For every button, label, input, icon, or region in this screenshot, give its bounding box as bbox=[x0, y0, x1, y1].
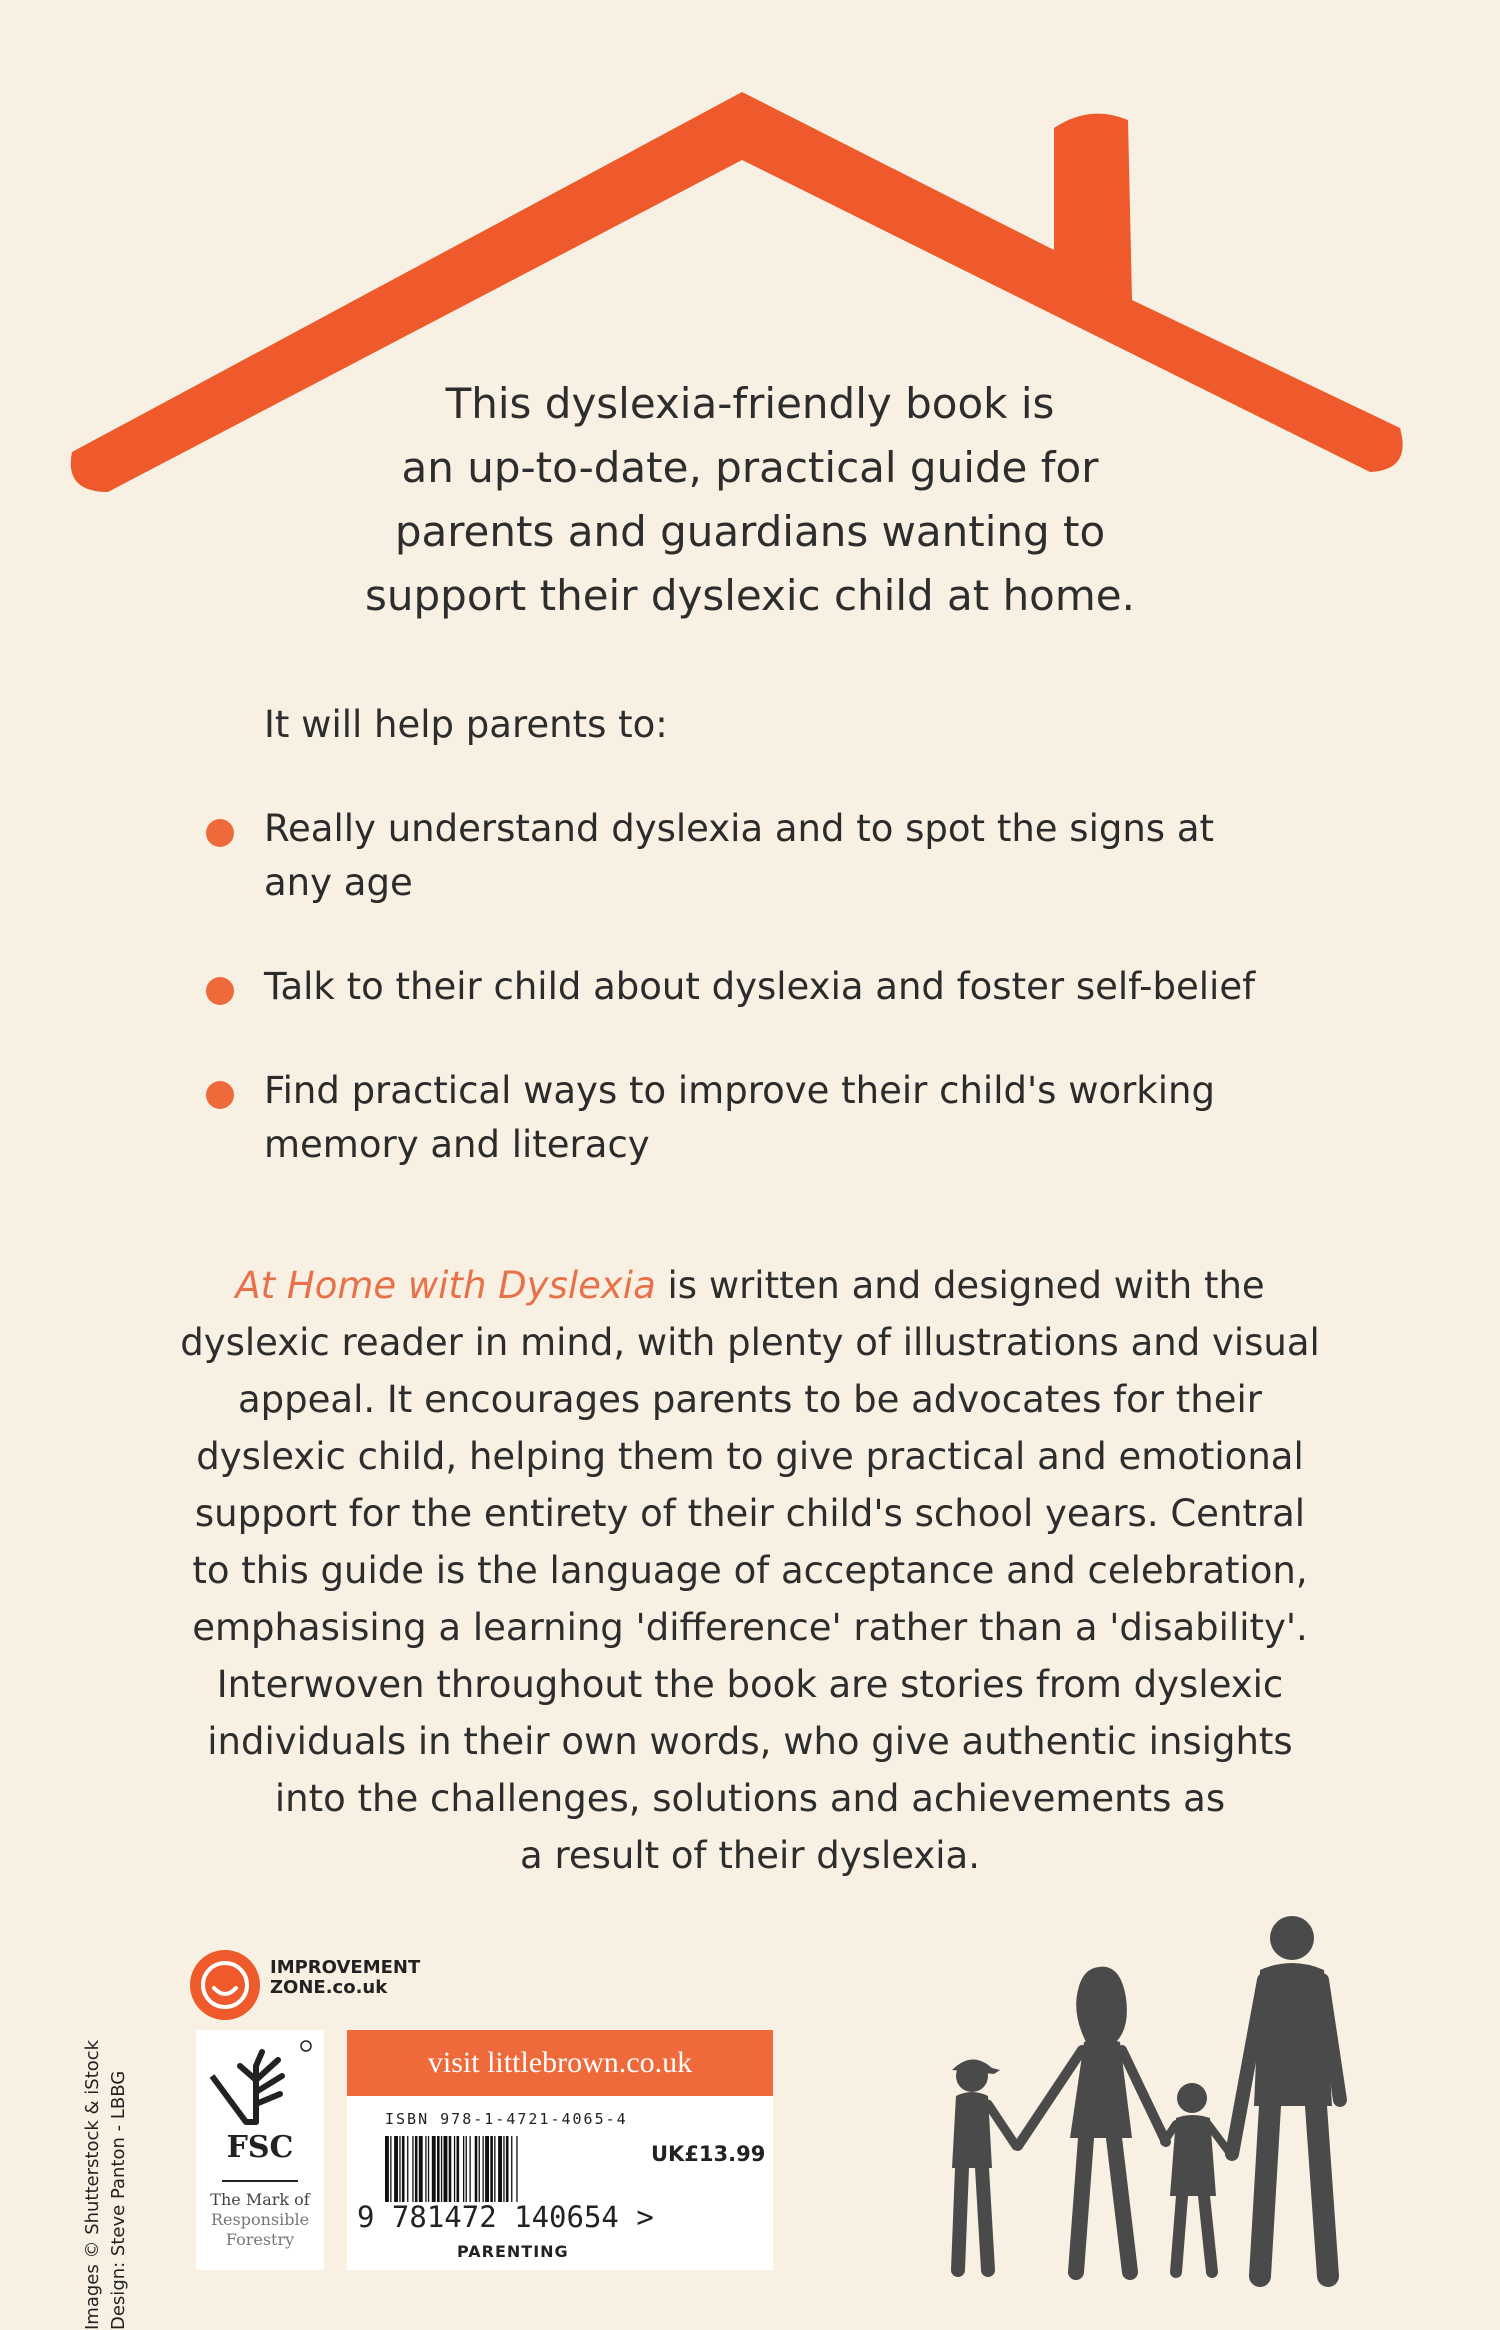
list-item-line: Really understand dyslexia and to spot the signs at bbox=[264, 807, 1215, 850]
intro-paragraph bbox=[250, 372, 1250, 628]
barcode-bar bbox=[490, 2136, 493, 2202]
description-line: appeal. It encourages parents to be advocates for their bbox=[238, 1378, 1262, 1421]
intro-line: parents and guardians wanting to bbox=[394, 507, 1106, 556]
description-line: support for the entirety of their child's school years. Central bbox=[194, 1492, 1306, 1535]
intro-line: an up-to-date, practical guide for bbox=[401, 443, 1099, 492]
description-line bbox=[120, 1257, 1380, 1314]
intro-line: This dyslexia-friendly book is bbox=[445, 379, 1055, 428]
barcode-bar bbox=[485, 2136, 489, 2202]
barcode-bar bbox=[432, 2136, 436, 2202]
barcode-bar bbox=[428, 2136, 429, 2202]
description-line: dyslexic reader in mind, with plenty of illustrations and visual bbox=[180, 1321, 1320, 1364]
barcode-icon bbox=[385, 2136, 635, 2202]
intro-line: support their dyslexic child at home. bbox=[365, 571, 1135, 620]
tree-checkmark-icon bbox=[202, 2036, 318, 2132]
list-item bbox=[200, 960, 1330, 1014]
publisher-website-banner: visit littlebrown.co.uk bbox=[347, 2030, 773, 2096]
barcode-bar bbox=[470, 2136, 471, 2202]
barcode-bar bbox=[516, 2136, 517, 2202]
barcode-bar bbox=[506, 2136, 509, 2202]
description-line: Interwoven throughout the book are stories from dyslexic bbox=[216, 1663, 1284, 1706]
barcode-bar bbox=[457, 2136, 460, 2202]
fsc-mark-line: The Mark of bbox=[210, 2190, 310, 2209]
description-line: a result of their dyslexia. bbox=[520, 1834, 980, 1877]
price-label: UK£13.99 bbox=[651, 2142, 766, 2166]
barcode-bar bbox=[402, 2136, 405, 2202]
description-line: emphasising a learning 'difference' rather than a 'disability'. bbox=[192, 1606, 1308, 1649]
barcode-bar bbox=[419, 2136, 423, 2202]
barcode-bar bbox=[483, 2136, 484, 2202]
barcode-bar bbox=[466, 2136, 467, 2202]
list-item bbox=[200, 1064, 1330, 1172]
family-silhouette-illustration bbox=[920, 1910, 1440, 2310]
barcode-bar bbox=[412, 2136, 413, 2202]
barcode-digits: 9 781472 140654 > bbox=[357, 2200, 654, 2234]
list-item-line: any age bbox=[264, 861, 413, 904]
logo-line: IMPROVEMENT bbox=[270, 1957, 421, 1978]
benefit-list bbox=[200, 802, 1330, 1222]
barcode-bar bbox=[475, 2136, 478, 2202]
barcode-bar bbox=[454, 2136, 455, 2202]
description-line-rest: is written and designed with the bbox=[655, 1264, 1265, 1307]
barcode-bar bbox=[463, 2136, 464, 2202]
help-lead: It will help parents to: bbox=[264, 703, 668, 746]
credit-line: Design: Steve Panton - LBBG bbox=[108, 2070, 129, 2330]
barcode-bar bbox=[425, 2136, 426, 2202]
fsc-label: FSC bbox=[226, 2130, 294, 2165]
list-item-line: Find practical ways to improve their child's working bbox=[264, 1069, 1215, 1112]
list-item-line: memory and literacy bbox=[264, 1123, 650, 1166]
list-item-line: Talk to their child about dyslexia and foster self-belief bbox=[264, 965, 1256, 1008]
list-item bbox=[200, 802, 1330, 910]
barcode-bar bbox=[449, 2136, 452, 2202]
description-line: individuals in their own words, who give authentic insights bbox=[207, 1720, 1293, 1763]
barcode-bar bbox=[390, 2136, 391, 2202]
barcode-panel bbox=[347, 2096, 773, 2270]
logo-line: ZONE.co.uk bbox=[270, 1977, 388, 1998]
barcode-bar bbox=[385, 2136, 389, 2202]
barcode-bar bbox=[511, 2136, 512, 2202]
barcode-bar bbox=[437, 2136, 440, 2202]
smile-icon bbox=[188, 1948, 262, 2022]
fsc-mark-line: Forestry bbox=[225, 2230, 295, 2249]
barcode-bar bbox=[503, 2136, 504, 2202]
credit-line: Images © Shutterstock & iStock bbox=[82, 2039, 103, 2330]
bullet-dot-icon bbox=[206, 977, 234, 1005]
description-line: to this guide is the language of acceptance and celebration, bbox=[192, 1549, 1308, 1592]
bullet-dot-icon bbox=[206, 819, 234, 847]
barcode-bar bbox=[498, 2136, 502, 2202]
isbn-text: ISBN 978-1-4721-4065-4 bbox=[385, 2110, 628, 2128]
description-paragraph bbox=[120, 1257, 1380, 1884]
bullet-dot-icon bbox=[206, 1081, 234, 1109]
barcode-bar bbox=[399, 2136, 400, 2202]
description-line: dyslexic child, helping them to give practical and emotional bbox=[196, 1435, 1304, 1478]
book-title: At Home with Dyslexia bbox=[235, 1264, 656, 1307]
barcode-bar bbox=[415, 2136, 418, 2202]
fsc-logo bbox=[196, 2030, 324, 2270]
divider bbox=[222, 2180, 298, 2182]
barcode-bar bbox=[394, 2136, 398, 2202]
barcode-bar bbox=[479, 2136, 480, 2202]
barcode-bar bbox=[441, 2136, 442, 2202]
description-line: into the challenges, solutions and achievements as bbox=[274, 1777, 1226, 1820]
barcode-bar bbox=[494, 2136, 495, 2202]
image-credits bbox=[80, 1950, 132, 2330]
category-label: PARENTING bbox=[457, 2242, 569, 2261]
fsc-mark-line: Responsible bbox=[210, 2210, 310, 2229]
barcode-bar bbox=[407, 2136, 408, 2202]
barcode-bar bbox=[444, 2136, 448, 2202]
